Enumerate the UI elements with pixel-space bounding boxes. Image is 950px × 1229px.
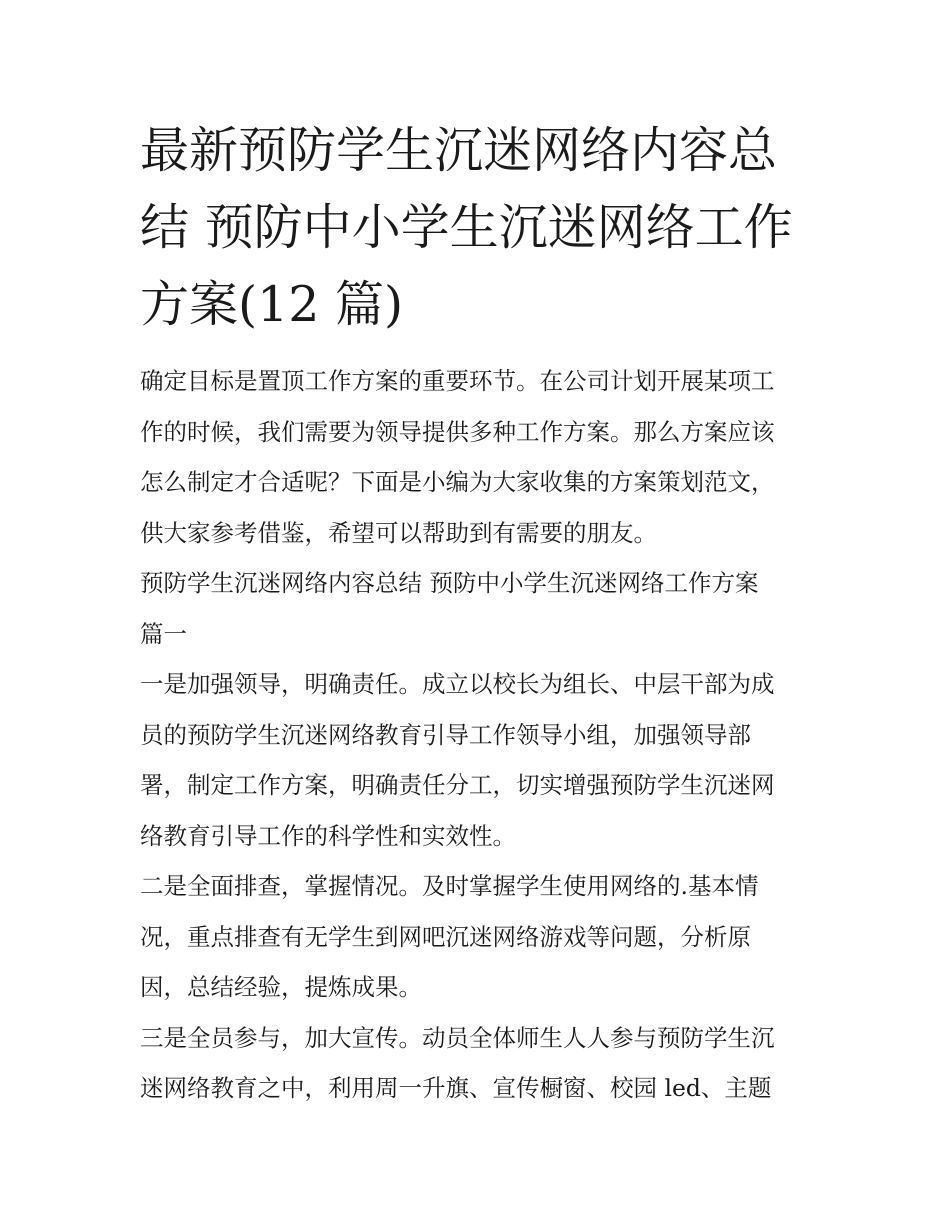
text-line: 况，重点排查有无学生到网吧沉迷网络游戏等问题，分析原 <box>140 922 751 951</box>
text-line: 因，总结经验，提炼成果。 <box>140 973 422 1001</box>
body-paragraph <box>140 659 830 861</box>
text-line: 篇一 <box>140 619 187 648</box>
text-line: 供大家参考借鉴，希望可以帮助到有需要的朋友。 <box>140 518 657 547</box>
document-body <box>140 356 830 1114</box>
section-heading <box>140 558 830 659</box>
text-line: 员的预防学生沉迷网络教育引导工作领导小组，加强领导部 <box>140 720 751 749</box>
title-line: 方案(12 篇) <box>140 276 404 333</box>
text-line: 二是全面排查，掌握情况。及时掌握学生使用网络的.基本情 <box>140 872 759 900</box>
text-line: 确定目标是置顶工作方案的重要环节。在公司计划开展某项工 <box>140 367 775 395</box>
document-title <box>140 112 820 343</box>
title-line: 结 预防中小学生沉迷网络工作 <box>140 199 793 256</box>
text-line: 三是全员参与，加大宣传。动员全体师生人人参与预防学生沉 <box>140 1023 775 1052</box>
text-line: 怎么制定才合适呢？下面是小编为大家收集的方案策划范文， <box>140 468 775 496</box>
text-line: 预防学生沉迷网络内容总结 预防中小学生沉迷网络工作方案 <box>140 569 759 597</box>
text-line: 络教育引导工作的科学性和实效性。 <box>140 821 516 850</box>
text-line: 一是加强领导，明确责任。成立以校长为组长、中层干部为成 <box>140 670 775 698</box>
text-line: 作的时候，我们需要为领导提供多种工作方案。那么方案应该 <box>140 417 775 446</box>
body-paragraph <box>140 861 830 1013</box>
text-line: 迷网络教育之中，利用周一升旗、宣传橱窗、校园 led、主题 <box>140 1074 772 1102</box>
text-line: 署，制定工作方案，明确责任分工，切实增强预防学生沉迷网 <box>140 771 775 799</box>
intro-paragraph <box>140 356 830 558</box>
title-line: 最新预防学生沉迷网络内容总 <box>140 122 778 179</box>
body-paragraph <box>140 1013 830 1114</box>
